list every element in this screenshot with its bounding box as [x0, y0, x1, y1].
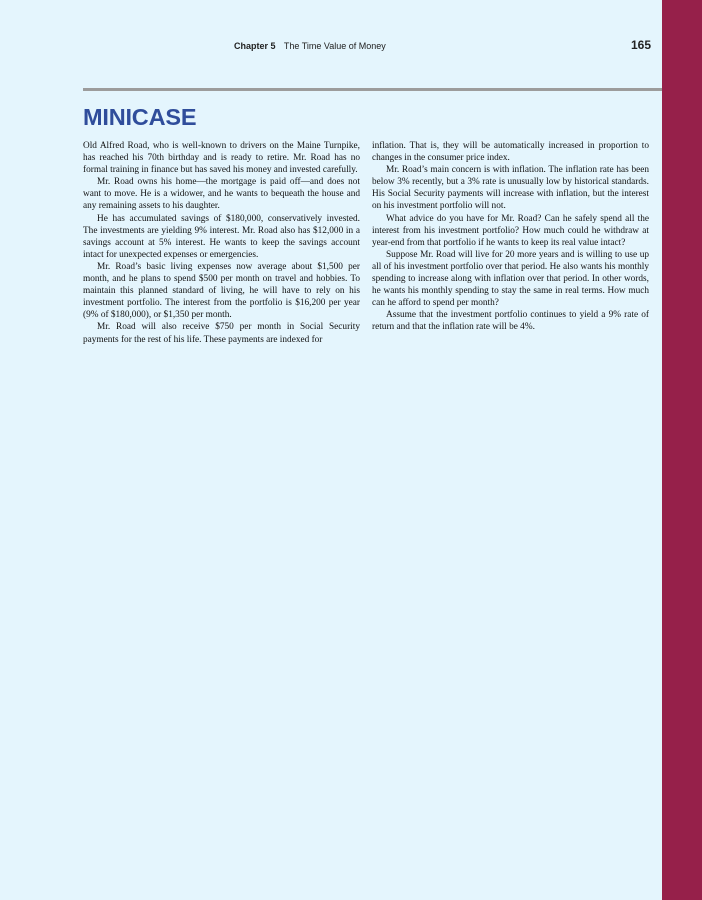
paragraph: Old Alfred Road, who is well-known to drivers on the Maine Turnpike, has reached his 70th birthday and is ready to retire. Mr. Road has no formal training in finance but has saved his money and invested carefully. [83, 141, 360, 176]
section-divider [83, 88, 662, 91]
paragraph: He has accumulated savings of $180,000, conservatively invested. The investments are yielding 9% interest. Mr. Road also has $12,000 in a savings account at 5% interest. He wants to keep the savings account intact for unexpected expenses or emergencies. [83, 213, 360, 260]
paragraph: Assume that the investment portfolio continues to yield a 9% rate of return and that the inflation rate will be 4%. [372, 310, 649, 333]
paragraph: inflation. That is, they will be automatically increased in proportion to changes in the consumer price index. [372, 141, 649, 164]
paragraph: Mr. Road’s basic living expenses now average about $1,500 per month, and he plans to spend $500 per month on travel and hobbies. To maintain this planned standard of living, he will have to rely on his investment portfolio. The interest from the portfolio is $16,200 per year (9% of $180,000), or $1,350 per month. [83, 261, 360, 321]
paragraph: Mr. Road owns his home—the mortgage is paid off—and does not want to move. He is a widower, and he wants to bequeath the house and any remaining assets to his daughter. [83, 177, 360, 212]
left-text-column [83, 140, 360, 346]
paragraph: Mr. Road will also receive $750 per month in Social Security payments for the rest of his life. These payments are indexed for [83, 322, 360, 345]
paragraph: Suppose Mr. Road will live for 20 more years and is willing to use up all of his investment portfolio over that period. He also wants his monthly spending to increase along with inflation over that period. In other words, he wants his monthly spending to stay the same in real terms. How much can he afford to spend per month? [372, 249, 649, 309]
chapter-label: Chapter 5 [234, 41, 276, 51]
section-title: MINICASE [83, 104, 197, 130]
running-header [234, 41, 386, 51]
paragraph: Mr. Road’s main concern is with inflation. The inflation rate has been below 3% recently, but a 3% rate is unusually low by historical standards. His Social Security payments will increase with inflation, but the interest on his investment portfolio will not. [372, 165, 649, 212]
paragraph: What advice do you have for Mr. Road? Can he safely spend all the interest from his investment portfolio? How much could he withdraw at year-end from that portfolio if he wants to keep its real value intact? [372, 213, 649, 248]
side-color-band [662, 0, 702, 900]
chapter-title: The Time Value of Money [283, 41, 386, 51]
right-text-column [372, 140, 649, 334]
page-number: 165 [631, 38, 652, 52]
